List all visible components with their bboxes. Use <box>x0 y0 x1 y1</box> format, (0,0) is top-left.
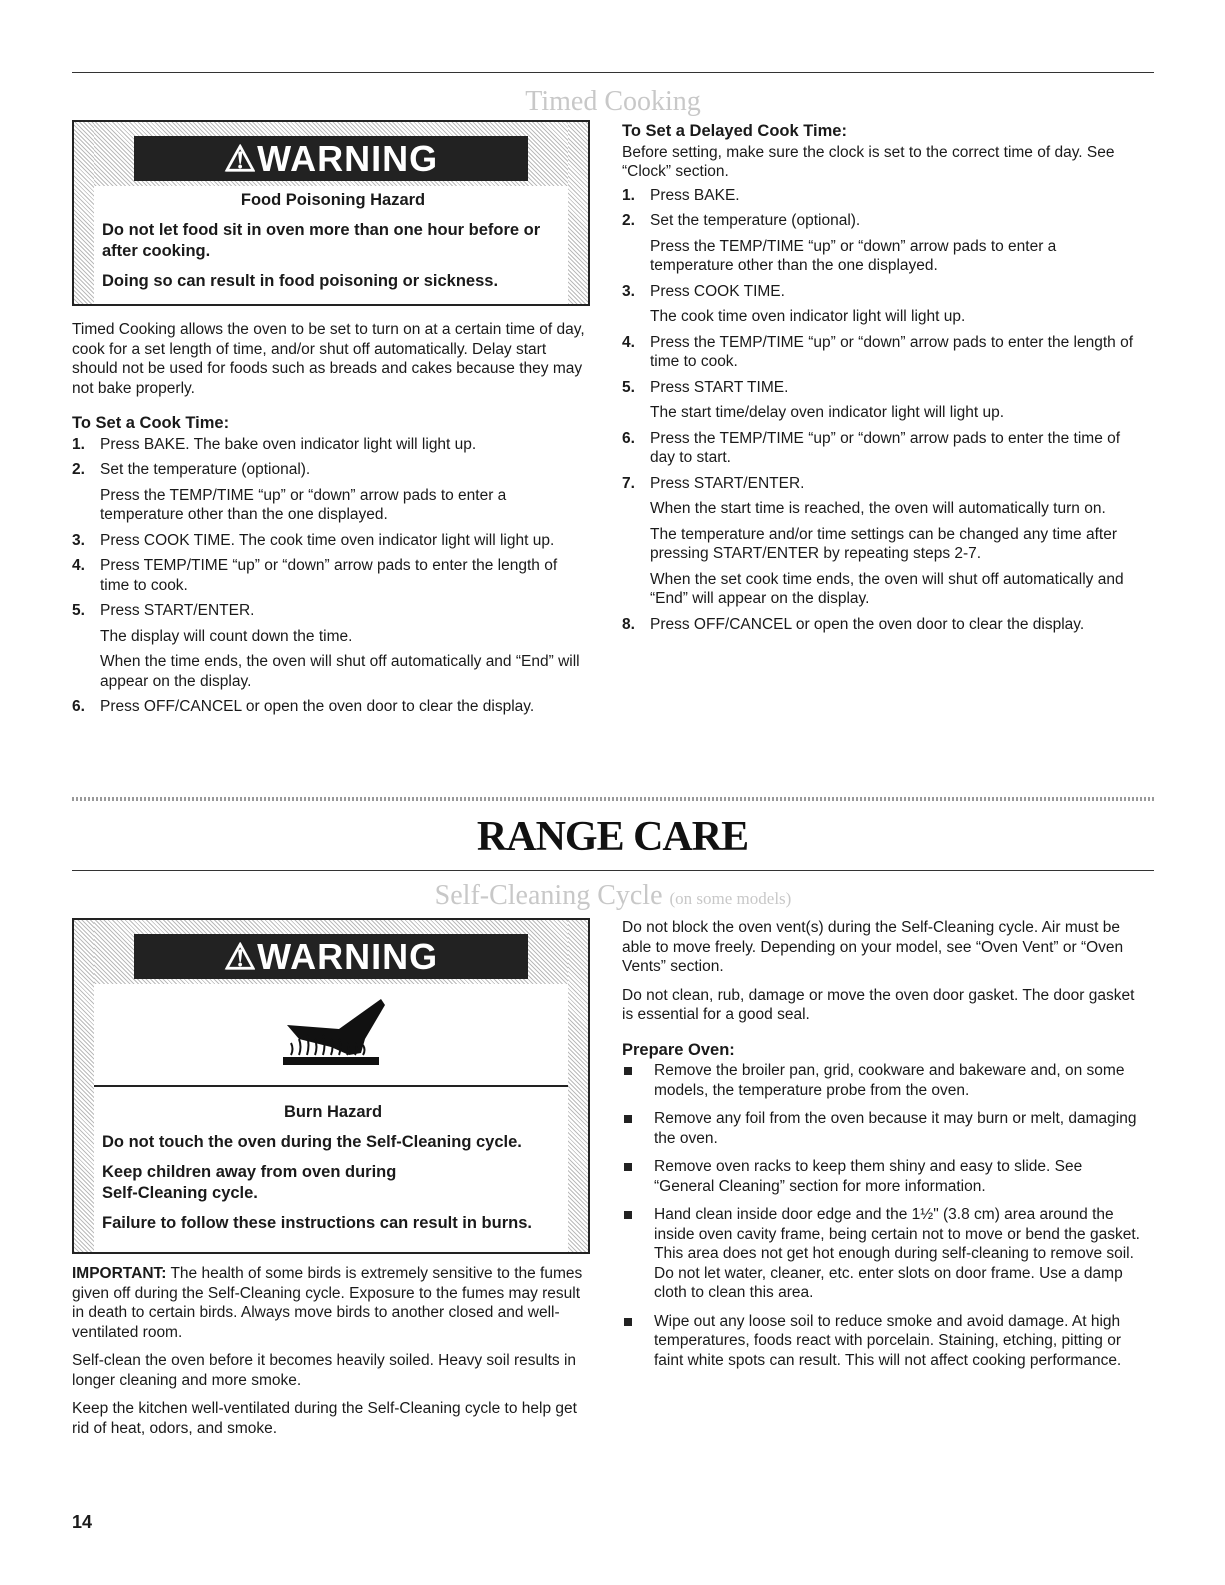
list-item: Hand clean inside door edge and the 1½" (3.8 cm) area around the inside oven cavity frame, being certain not to move or bend the gasket. This area does not get hot enough during self-cleaning to remove soil. Do not let water, cleaner, etc. enter slots on door frame. Use a damp cloth to clean this area. <box>622 1205 1142 1303</box>
step: 4. Press TEMP/TIME “up” or “down” arrow pads to enter the length of time to cook. <box>72 557 558 594</box>
paragraph: Do not clean, rub, damage or move the oven door gasket. The door gasket is essential for a good seal. <box>622 986 1135 1023</box>
timed-left-column <box>72 320 590 723</box>
page-number: 14 <box>72 1512 93 1532</box>
step: 7. Press START/ENTER. When the start time is reached, the oven will automatically turn on. The temperature and/or time settings can be changed any time after pressing START/ENTER by repeating steps 2-7. When the set cook time ends, the oven will shut off automatically and “End” will appear on the display. <box>622 474 1124 607</box>
list-item: Remove oven racks to keep them shiny and easy to slide. See “General Cleaning” section for more information. <box>622 1157 1142 1196</box>
step: 6. Press the TEMP/TIME “up” or “down” arrow pads to enter the time of day to start. <box>622 429 1121 466</box>
warning-box-food-poisoning <box>72 120 590 306</box>
prepare-oven-title: Prepare Oven: <box>622 1040 735 1059</box>
timed-intro: Timed Cooking allows the oven to be set to turn on at a certain time of day, cook for a set length of time, and/or shut off automatically. Delay start should not be used for foods such as breads and cakes because they may not bake properly. <box>72 321 585 397</box>
cook-time-steps <box>72 435 590 717</box>
delayed-cook-title: To Set a Delayed Cook Time: <box>622 122 847 140</box>
warning-line: Do not let food sit in oven more than one hour before or after cooking. <box>102 221 541 260</box>
selfclean-left-column <box>72 1264 590 1447</box>
hazard-title: Burn Hazard <box>283 1103 383 1121</box>
paragraph: Self-clean the oven before it becomes heavily soiled. Heavy soil results in longer cleaning and more smoke. <box>72 1352 577 1389</box>
top-rule <box>72 72 1154 73</box>
paragraph: Keep the kitchen well-ventilated during the Self-Cleaning cycle to help get rid of heat, odors, and smoke. <box>72 1400 577 1437</box>
step: 6. Press OFF/CANCEL or open the oven door to clear the display. <box>72 698 535 715</box>
section-heading-self-cleaning: Self-Cleaning Cycle (on some models) <box>434 880 792 911</box>
important-note: IMPORTANT: The health of some birds is extremely sensitive to the fumes given off during the Self-Cleaning cycle. Exposure to the fumes may result in death to certain birds. Always move birds to another closed and well-ventilated room. <box>72 1265 583 1341</box>
prepare-oven-list <box>622 1061 1142 1370</box>
step: 8. Press OFF/CANCEL or open the oven door to clear the display. <box>622 615 1085 633</box>
list-item: Wipe out any loose soil to reduce smoke and avoid damage. At high temperatures, foods react with porcelain. Staining, etching, pitting or faint white spots can result. This will not affect cooking performance. <box>622 1312 1142 1371</box>
cook-time-title: To Set a Cook Time: <box>72 414 230 432</box>
step: 1. Press BAKE. <box>622 186 740 204</box>
list-item: Remove the broiler pan, grid, cookware and bakeware and, on some models, the temperature probe from the oven. <box>622 1061 1142 1100</box>
timed-right-column <box>622 122 1142 640</box>
warning-banner: ⚠WARNING <box>134 136 528 181</box>
section-divider <box>72 797 1154 801</box>
step: 3. Press COOK TIME. The cook time oven indicator light will light up. <box>622 282 966 325</box>
warning-line: Keep children away from oven during Self-Cleaning cycle. <box>102 1163 397 1202</box>
step: 2. Set the temperature (optional). Press the TEMP/TIME “up” or “down” arrow pads to enter a temperature other than the one displayed. <box>622 212 1057 274</box>
hot-surface-hand-icon <box>269 995 399 1085</box>
delayed-cook-steps <box>622 186 1142 635</box>
warning-line: Failure to follow these instructions can result in burns. <box>102 1214 532 1232</box>
warning-line: Do not touch the oven during the Self-Cleaning cycle. <box>102 1133 522 1151</box>
warning-line: Doing so can result in food poisoning or sickness. <box>102 272 499 290</box>
section-heading-timed-cooking: Timed Cooking <box>525 86 701 117</box>
step: 5. Press START TIME. The start time/delay oven indicator light will light up. <box>622 378 1005 421</box>
step: 1. Press BAKE. The bake oven indicator light will light up. <box>72 435 477 453</box>
hazard-title: Food Poisoning Hazard <box>240 191 426 209</box>
list-item: Remove any foil from the oven because it may burn or melt, damaging the oven. <box>622 1109 1142 1148</box>
selfclean-right-column <box>622 918 1142 1379</box>
warning-box-burn <box>72 918 590 1254</box>
delayed-intro: Before setting, make sure the clock is set to the correct time of day. See “Clock” section. <box>622 143 1115 180</box>
step: 3. Press COOK TIME. The cook time oven indicator light will light up. <box>72 531 555 549</box>
range-care-rule <box>72 870 1154 871</box>
warning-banner: ⚠WARNING <box>134 934 528 979</box>
step: 4. Press the TEMP/TIME “up” or “down” arrow pads to enter the length of time to cook. <box>622 333 1134 370</box>
page-title-range-care: RANGE CARE <box>476 814 749 860</box>
paragraph: Do not block the oven vent(s) during the Self-Cleaning cycle. Air must be able to move freely. Depending on your model, see “Oven Vent” or “Oven Vents” section. <box>622 919 1124 975</box>
step: 5. Press START/ENTER. The display will count down the time. When the time ends, the oven will shut off automatically and “End” will appear on the display. <box>72 602 580 690</box>
warning-inner-rule <box>94 1085 568 1087</box>
step: 2. Set the temperature (optional). Press the TEMP/TIME “up” or “down” arrow pads to enter a temperature other than the one displayed. <box>72 461 507 523</box>
